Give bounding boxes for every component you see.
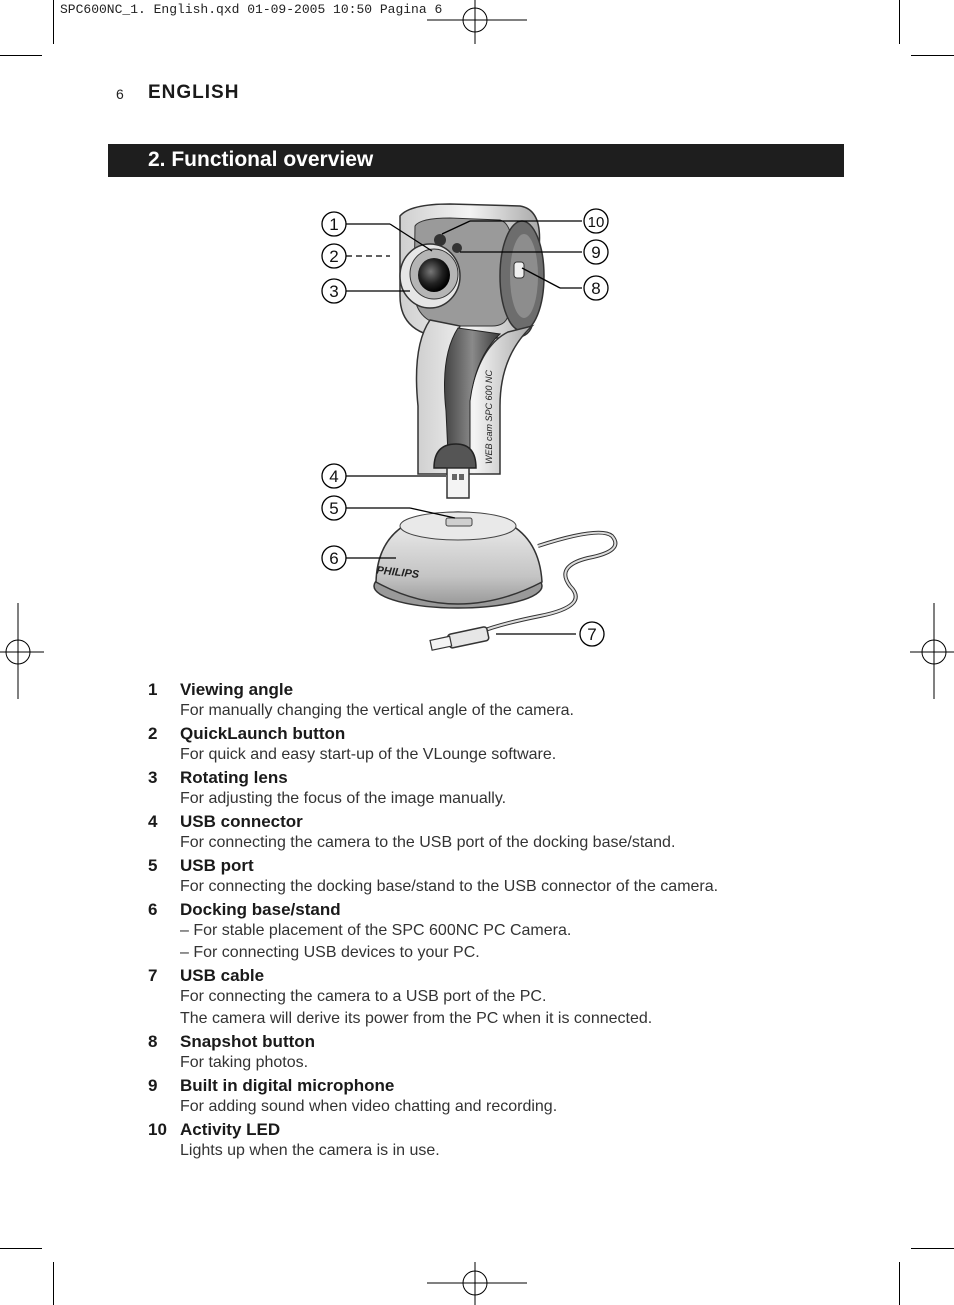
crop-mark xyxy=(53,0,54,44)
registration-mark-left xyxy=(0,603,44,699)
feature-number: 9 xyxy=(148,1076,158,1095)
lens-shape xyxy=(418,258,450,292)
brand-logo-text: PHILIPS xyxy=(375,564,420,581)
webcam-illustration xyxy=(300,196,660,666)
feature-name: QuickLaunch button xyxy=(180,724,346,743)
feature-list xyxy=(148,678,808,1162)
crop-mark xyxy=(911,1248,954,1249)
callout-6: 6 xyxy=(329,549,339,568)
list-item xyxy=(148,810,808,854)
feature-name: Snapshot button xyxy=(180,1032,316,1051)
callout-3: 3 xyxy=(329,282,339,301)
callout-2: 2 xyxy=(329,247,339,266)
list-item xyxy=(148,1030,808,1074)
feature-name: Rotating lens xyxy=(180,768,288,787)
feature-number: 6 xyxy=(148,900,158,919)
callout-10: 10 xyxy=(587,214,605,231)
snapshot-button-shape xyxy=(514,262,524,278)
list-item xyxy=(148,1118,808,1162)
feature-name: Built in digital microphone xyxy=(180,1076,395,1095)
feature-number: 7 xyxy=(148,966,158,985)
callout-7: 7 xyxy=(587,625,597,644)
page-language: ENGLISH xyxy=(148,82,240,103)
feature-description: For connecting the camera to the USB port of the docking base/stand. xyxy=(180,834,676,851)
feature-number: 3 xyxy=(148,768,158,787)
crop-mark xyxy=(899,0,900,44)
feature-description: For connecting the camera to a USB port of the PC. xyxy=(180,988,547,1005)
feature-name: USB cable xyxy=(180,966,265,985)
registration-mark-bottom xyxy=(427,1262,527,1305)
list-item xyxy=(148,854,808,898)
feature-name: Activity LED xyxy=(180,1120,281,1139)
feature-description: For taking photos. xyxy=(180,1054,309,1071)
feature-name: Docking base/stand xyxy=(180,900,341,919)
feature-description: – For connecting USB devices to your PC. xyxy=(180,944,480,961)
crop-mark xyxy=(53,1262,54,1305)
docking-base xyxy=(374,512,542,608)
registration-mark-top xyxy=(427,0,527,44)
callout-9: 9 xyxy=(591,243,601,262)
feature-description: For connecting the docking base/stand to the USB connector of the camera. xyxy=(180,878,719,895)
print-slug: SPC600NC_1. English.qxd 01-09-2005 10:50 Pagina 6 xyxy=(60,2,443,17)
feature-description: For manually changing the vertical angle of the camera. xyxy=(180,702,574,719)
list-item xyxy=(148,898,808,964)
feature-number: 10 xyxy=(148,1120,167,1139)
list-item xyxy=(148,722,808,766)
feature-description: The camera will derive its power from the PC when it is connected. xyxy=(180,1010,653,1027)
callout-8: 8 xyxy=(591,279,601,298)
page-number: 6 xyxy=(116,86,124,102)
section-title: 2. Functional overview xyxy=(148,148,374,171)
camera-neck xyxy=(417,320,533,498)
list-item xyxy=(148,766,808,810)
callout-1: 1 xyxy=(329,215,339,234)
feature-number: 4 xyxy=(148,812,158,831)
camera-head xyxy=(400,204,544,338)
feature-description: – For stable placement of the SPC 600NC PC Camera. xyxy=(180,922,572,939)
list-item xyxy=(148,964,808,1030)
feature-description: For quick and easy start-up of the VLounge software. xyxy=(180,746,557,763)
feature-number: 5 xyxy=(148,856,158,875)
feature-number: 1 xyxy=(148,680,158,699)
feature-description: For adding sound when video chatting and recording. xyxy=(180,1098,558,1115)
crop-mark xyxy=(0,55,42,56)
feature-description: For adjusting the focus of the image manually. xyxy=(180,790,507,807)
callout-5: 5 xyxy=(329,499,339,518)
feature-number: 2 xyxy=(148,724,158,743)
callout-4: 4 xyxy=(329,467,339,486)
feature-name: USB connector xyxy=(180,812,303,831)
feature-description: Lights up when the camera is in use. xyxy=(180,1142,440,1159)
usb-connector-shape xyxy=(447,468,469,498)
crop-mark xyxy=(911,55,954,56)
crop-mark xyxy=(899,1262,900,1305)
feature-number: 8 xyxy=(148,1032,158,1051)
section-banner xyxy=(108,144,844,177)
model-label: WEB cam SPC 600 NC xyxy=(484,369,494,464)
led-shape xyxy=(434,234,446,246)
crop-mark xyxy=(0,1248,42,1249)
feature-name: Viewing angle xyxy=(180,680,294,699)
feature-name: USB port xyxy=(180,856,254,875)
list-item xyxy=(148,678,808,722)
list-item xyxy=(148,1074,808,1118)
usb-port-shape xyxy=(446,518,472,526)
registration-mark-right xyxy=(910,603,954,699)
